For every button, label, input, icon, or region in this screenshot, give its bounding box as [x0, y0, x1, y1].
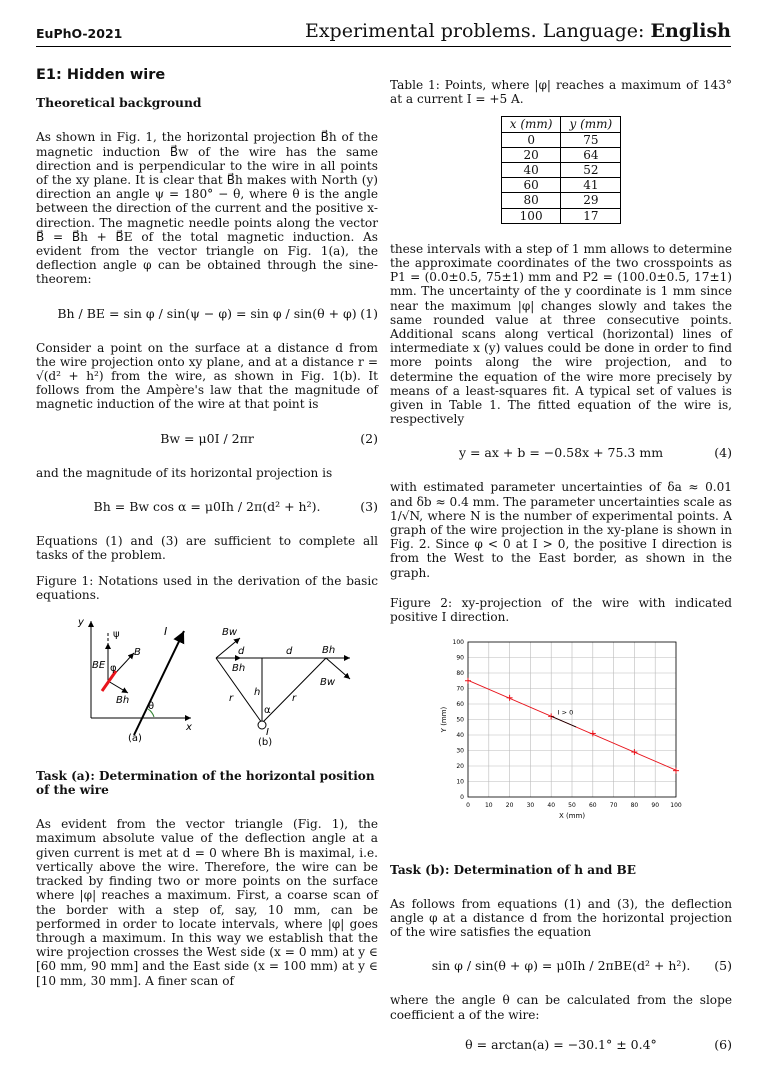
y-tick-label: 40	[456, 732, 464, 740]
table-1-caption: Table 1: Points, where |φ| reaches a maximum of 143° at a current I = +5 A.	[390, 78, 732, 107]
fig1-current-label: I	[164, 624, 168, 638]
fig1-h: h	[254, 686, 261, 698]
equation-6: θ = arctan(a) = −30.1° ± 0.4° (6)	[465, 1036, 732, 1052]
y-tick-label: 90	[456, 654, 464, 662]
paragraph-1: As shown in Fig. 1, the horizontal projection B⃗h of the magnetic induction B⃗w of the wire has the same direction and is perpendicular to the wire in all points of the xy plane. It is clear that B⃗h makes with North (y) direction an angle ψ = 180° − θ, where θ is the angle between the direction of the current and the positive x-direction. The magnetic needle points along the vector B⃗ = B⃗h + B⃗E of the total magnetic induction. As evident from the vector triangle on Fig. 1(a), the deflection angle φ can be obtained through the sine-theorem:	[36, 130, 378, 287]
equation-3: Bh = Bw cos α = μ0Ih / 2π(d² + h²). (3)	[93, 498, 378, 514]
y-axis-title: Y (mm)	[440, 706, 448, 733]
header-title: Experimental problems. Language: English	[304, 20, 731, 42]
table-row: 100 17	[501, 208, 620, 223]
table-row: 60 41	[501, 178, 620, 193]
problem-title: E1: Hidden wire	[36, 67, 166, 83]
Bh-vector	[108, 681, 128, 693]
fig1-B: B	[134, 646, 141, 658]
table-row: 20 64	[501, 147, 620, 162]
table-1	[501, 116, 621, 223]
current-direction-arrow	[551, 717, 576, 728]
x-tick-label: 70	[609, 802, 618, 810]
x-tick-label: 20	[505, 802, 514, 810]
fig1-Bh-right: Bh	[322, 644, 336, 656]
x-tick-label: 100	[670, 802, 682, 810]
x-tick-label: 80	[630, 802, 639, 810]
left-column	[36, 60, 378, 1000]
fig1-psi: ψ	[113, 628, 120, 640]
equation-2: Bw = μ0I / 2πr (2)	[160, 430, 378, 446]
table-row: 80 29	[501, 193, 620, 208]
figure-2-caption: Figure 2: xy-projection of the wire with indicated positive I direction.	[390, 595, 732, 625]
task-b-heading: Task (b): Determination of h and BE	[390, 862, 636, 877]
fig1-theta: θ	[148, 700, 155, 712]
y-tick-label: 10	[456, 778, 464, 786]
paragraph-4: Equations (1) and (3) are sufficient to complete all tasks of the problem.	[36, 533, 378, 563]
fig1-Bw-left: Bw	[222, 626, 238, 638]
x-tick-label: 50	[568, 802, 576, 810]
x-tick-label: 60	[588, 802, 597, 810]
task-a-heading: Task (a): Determination of the horizontal position of the wire	[36, 768, 375, 798]
fig1-r-left: r	[229, 692, 234, 704]
equation-5: sin φ / sin(θ + φ) = μ0Ih / 2πBE(d² + h²). (5)	[431, 958, 732, 974]
y-tick-label: 60	[456, 701, 464, 709]
fig1-alpha: α	[264, 704, 271, 716]
header-event: EuPhO-2021	[36, 26, 123, 41]
needle-red	[102, 671, 116, 691]
fig1-Bh-a: Bh	[116, 694, 130, 706]
paragraph-7: with estimated parameter uncertainties of δa ≈ 0.01 and δb ≈ 0.4 mm. The parameter uncertainties scale as 1/√N, where N is the number of experimental points. A graph of the wire projection in the xy-plane is shown in Fig. 2. Since φ < 0 at I > 0, the positive I direction is from the West to the East border, as shown in the graph.	[390, 480, 732, 580]
x-tick-label: 30	[526, 802, 535, 810]
equation-4: y = ax + b = −0.58x + 75.3 mm (4)	[458, 445, 732, 461]
fig1-r-right: r	[292, 692, 297, 704]
x-tick-label: 10	[484, 802, 493, 810]
x-tick-label: 40	[547, 802, 556, 810]
figure-1-caption: Figure 1: Notations used in the derivation of the basic equations.	[36, 574, 378, 603]
fig1-d-right: d	[286, 645, 293, 657]
equation-1: Bh / BE = sin φ / sin(ψ − φ) = sin φ / sin(θ + φ) (1)	[57, 305, 378, 321]
table-row: 40 52	[501, 163, 620, 178]
current-direction-label: I > 0	[557, 709, 574, 718]
fig1-Bw-right: Bw	[320, 676, 336, 688]
y-tick-label: 0	[460, 794, 464, 802]
y-tick-label: 50	[456, 716, 464, 724]
figure-1	[36, 613, 378, 748]
x-axis-title: X (mm)	[558, 812, 586, 821]
x-tick-label: 90	[651, 802, 660, 810]
paragraph-3: and the magnitude of its horizontal projection is	[36, 465, 333, 480]
wire-b	[258, 721, 266, 729]
right-column	[390, 60, 732, 1068]
y-tick-label: 100	[452, 639, 464, 647]
paragraph-2: Consider a point on the surface at a distance d from the wire projection onto xy plane, and at a distance r = √(d² + h²) from the wire, as shown in Fig. 1(b). It follows from the Ampère's law that the magnitude of magnetic induction of the wire at that point is	[36, 340, 378, 412]
fig1-Bh-left: Bh	[232, 662, 246, 674]
fig1-I-b: I	[266, 726, 269, 738]
section-heading: Theoretical background	[36, 95, 202, 111]
paragraph-5: As evident from the vector triangle (Fig. 1), the maximum absolute value of the deflection angle at a given current is met at d = 0 where Bh is maximal, i.e. vertically above the wire. Therefore, the wire can be tracked by finding two or more points on the surface where |φ| reaches a maximum. First, a coarse scan of the border with a step of, say, 10 mm, can be performed in order to locate intervals, where |φ| goes through a maximum. In this way we establish that the wire projection crosses the West side (x = 0 mm) at y ∈ [60 mm, 90 mm] and the East side (x = 100 mm) at y ∈ [10 mm, 30 mm]. A finer scan of	[36, 817, 378, 988]
header-rule	[36, 46, 731, 47]
y-tick-label: 30	[456, 747, 464, 755]
fig1-phi: φ	[110, 662, 117, 674]
r-right	[262, 658, 326, 723]
figure-2-chart	[390, 634, 732, 829]
fig1-b-label: (b)	[258, 736, 273, 748]
table-row: 0 75	[501, 132, 620, 147]
paragraph-8: As follows from equations (1) and (3), the deflection angle φ at a distance d from the horizontal projection of the wire satisfies the equation	[390, 896, 732, 940]
paragraph-6: these intervals with a step of 1 mm allows to determine the approximate coordinates of the two crosspoints as P1 = (0.0±0.5, 75±1) mm and P2 = (100.0±0.5, 17±1) mm. The uncertainty of the y coordinate is 1 mm since near the maximum |φ| changes slowly and takes the same rounded value at three consecutive points. Additional scans along vertical (horizontal) lines of intermediate x (y) values could be done in order to find more points along the wire projection, and to determine the equation of the wire more precisely by means of a least-squares fit. A typical set of values is given in Table 1. The fitted equation of the wire is, respectively	[390, 241, 732, 427]
paragraph-9: where the angle θ can be calculated from the slope coefficient a of the wire:	[390, 993, 732, 1022]
wire-a	[134, 631, 184, 735]
fig1-BE: BE	[92, 659, 106, 671]
x-tick-label: 0	[466, 802, 470, 810]
table-header-x: x (mm)	[501, 117, 561, 132]
fig1-y-label: y	[78, 616, 84, 628]
y-tick-label: 20	[456, 763, 464, 771]
y-tick-label: 80	[456, 670, 464, 678]
table-header-y: y (mm)	[561, 117, 621, 132]
y-tick-label: 70	[456, 685, 464, 693]
fig1-d-left: d	[238, 645, 245, 657]
Bw-right	[326, 658, 350, 679]
fig1-x-label: x	[186, 721, 192, 733]
Bw-left	[216, 638, 240, 658]
fig1-a-label: (a)	[128, 732, 142, 744]
